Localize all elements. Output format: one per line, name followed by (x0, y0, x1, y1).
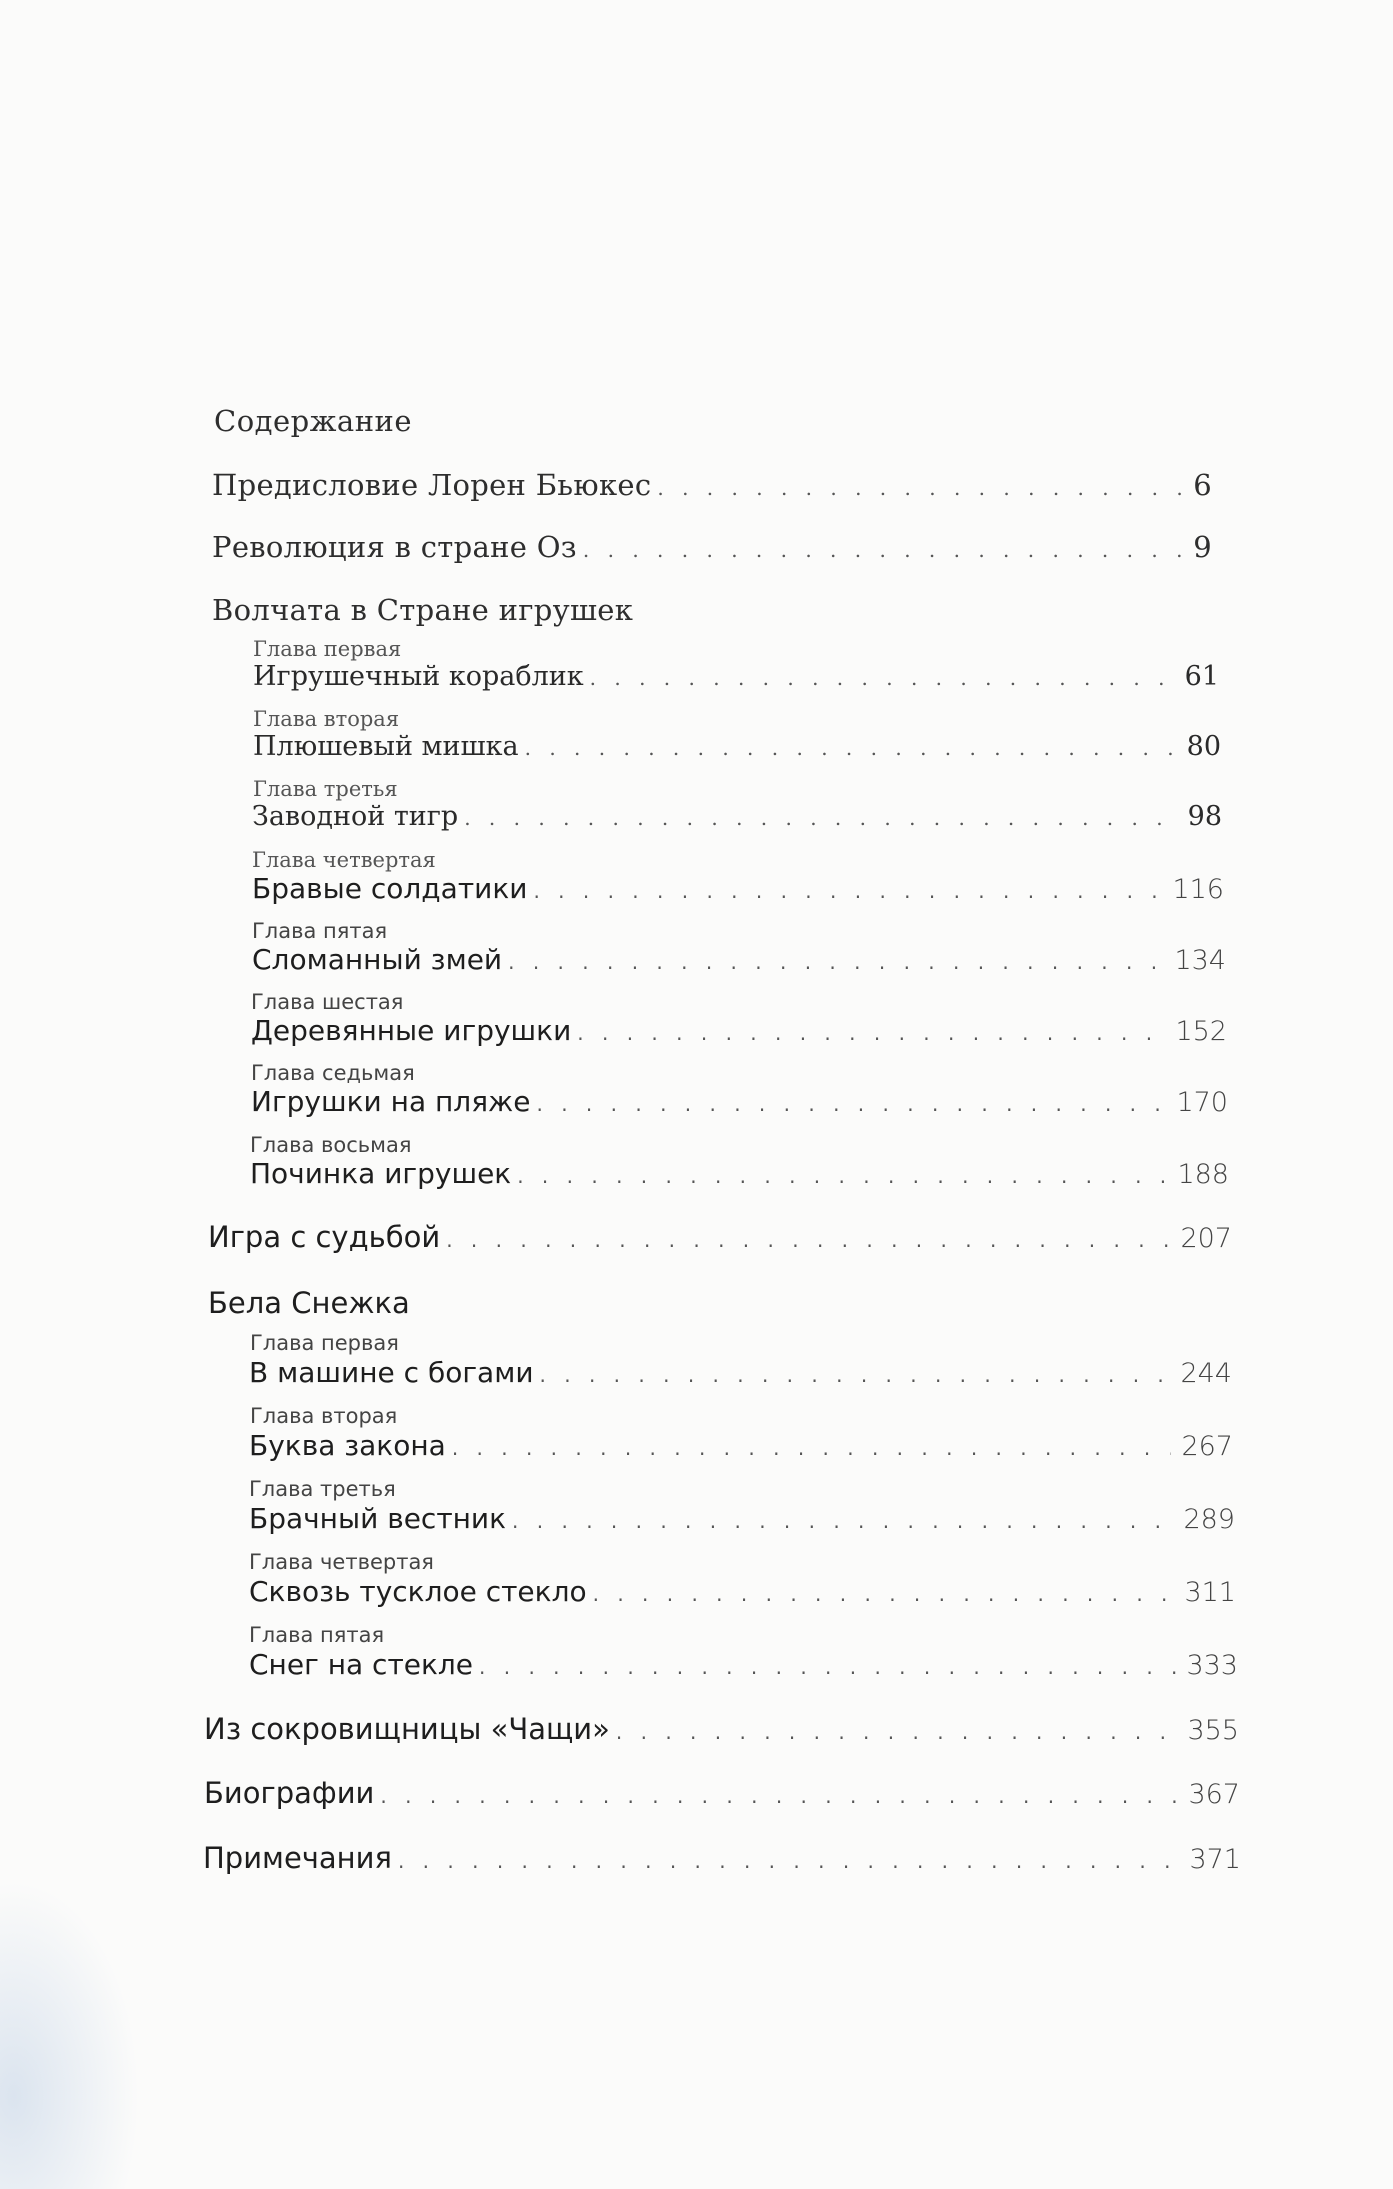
toc-entry-page: 244 (1180, 1358, 1232, 1389)
toc-entry-title: Игрушечный кораблик (253, 661, 584, 692)
leader-dots (517, 1164, 1167, 1188)
toc-entry-title: Сквозь тусклое стекло (249, 1575, 587, 1608)
toc-part-title: Бела Снежка (208, 1286, 410, 1320)
leader-dots (452, 1436, 1172, 1460)
toc-chapter-entry (250, 1157, 1229, 1190)
leader-dots (525, 736, 1177, 760)
toc-entry-page: 80 (1186, 731, 1221, 762)
chapter-label: Глава первая (253, 637, 402, 661)
toc-chapter-entry (251, 1014, 1227, 1047)
toc-entry-title: Биографии (204, 1776, 375, 1810)
toc-entry-title: Игра с судьбой (208, 1220, 441, 1254)
toc-chapter-entry (252, 872, 1224, 905)
leader-dots (380, 1784, 1178, 1808)
toc-entry-page: 9 (1193, 530, 1212, 564)
toc-chapter-entry (252, 943, 1226, 976)
toc-entry-page: 333 (1186, 1650, 1238, 1681)
leader-dots (479, 1655, 1176, 1679)
leader-dots (657, 476, 1183, 500)
chapter-label: Глава четвертая (252, 848, 436, 872)
toc-chapter-entry (249, 1356, 1232, 1389)
toc-entry-title: Брачный вестник (249, 1502, 507, 1535)
toc-chapter-entry (253, 731, 1221, 762)
chapter-label: Глава восьмая (250, 1133, 412, 1157)
toc-heading: Содержание (214, 404, 413, 438)
chapter-label: Глава третья (249, 1477, 396, 1501)
toc-chapter-entry (251, 1085, 1228, 1118)
toc-entry-fate (208, 1220, 1232, 1254)
page-edge-stain (0, 1880, 140, 2189)
leader-dots (398, 1849, 1180, 1873)
toc-entry-page: 152 (1175, 1016, 1227, 1047)
toc-chapter-entry (252, 801, 1222, 832)
toc-entry-title: Снег на стекле (249, 1648, 474, 1681)
leader-dots (533, 879, 1162, 903)
toc-entry-page: 98 (1187, 801, 1222, 832)
toc-entry-page: 367 (1188, 1779, 1240, 1810)
toc-entry-page: 6 (1193, 468, 1212, 502)
chapter-label: Глава вторая (253, 707, 400, 731)
chapter-label: Глава пятая (252, 919, 388, 943)
chapter-label: Глава седьмая (251, 1061, 415, 1085)
toc-entry-treasury (204, 1712, 1239, 1746)
toc-entry-foreword (212, 468, 1212, 502)
toc-entry-title: Плюшевый мишка (253, 731, 519, 762)
toc-chapter-entry (249, 1575, 1236, 1608)
leader-dots (583, 538, 1183, 562)
toc-entry-page: 134 (1174, 945, 1226, 976)
toc-part-title: Волчата в Стране игрушек (212, 593, 634, 627)
toc-entry-notes (203, 1841, 1241, 1875)
toc-chapter-entry (249, 1429, 1233, 1462)
toc-chapter-entry (249, 1502, 1235, 1535)
toc-entry-title: Сломанный змей (252, 943, 503, 976)
chapter-label: Глава шестая (251, 990, 404, 1014)
toc-entry-title: Предисловие Лорен Бьюкес (212, 468, 652, 502)
toc-entry-title: Примечания (203, 1841, 392, 1875)
leader-dots (616, 1720, 1178, 1744)
toc-entry-page: 207 (1180, 1223, 1232, 1254)
toc-entry-page: 311 (1184, 1577, 1236, 1608)
toc-entry-biographies (204, 1776, 1240, 1810)
toc-entry-title: Деревянные игрушки (251, 1014, 572, 1047)
toc-entry-title: Починка игрушек (250, 1157, 512, 1190)
toc-entry-title: Революция в стране Оз (212, 530, 577, 564)
leader-dots (512, 1509, 1173, 1533)
toc-entry-title: В машине с богами (249, 1356, 534, 1389)
toc-entry-title: Бравые солдатики (252, 872, 528, 905)
chapter-label: Глава первая (250, 1331, 399, 1355)
toc-entry-page: 61 (1184, 661, 1219, 692)
toc-entry-page: 355 (1187, 1715, 1239, 1746)
toc-chapter-entry (249, 1648, 1238, 1681)
leader-dots (508, 950, 1164, 974)
toc-entry-page: 170 (1176, 1087, 1228, 1118)
chapter-label: Глава вторая (250, 1404, 398, 1428)
leader-dots (577, 1021, 1165, 1045)
toc-entry-revolution (212, 530, 1212, 564)
toc-chapter-entry (253, 661, 1219, 692)
toc-entry-title: Игрушки на пляже (251, 1085, 531, 1118)
leader-dots (464, 806, 1177, 830)
leader-dots (540, 1363, 1171, 1387)
toc-entry-page: 188 (1177, 1159, 1229, 1190)
toc-entry-page: 371 (1189, 1844, 1241, 1875)
leader-dots (537, 1092, 1167, 1116)
leader-dots (446, 1228, 1170, 1252)
toc-entry-title: Заводной тигр (252, 801, 459, 832)
toc-entry-page: 267 (1181, 1431, 1233, 1462)
chapter-label: Глава четвертая (249, 1550, 434, 1574)
toc-entry-page: 289 (1183, 1504, 1235, 1535)
toc-entry-page: 116 (1172, 874, 1224, 905)
chapter-label: Глава третья (253, 777, 398, 801)
leader-dots (593, 1582, 1175, 1606)
leader-dots (590, 666, 1175, 690)
toc-entry-title: Буква закона (249, 1429, 446, 1462)
toc-entry-title: Из сокровищницы «Чащи» (204, 1712, 610, 1746)
chapter-label: Глава пятая (249, 1623, 385, 1647)
